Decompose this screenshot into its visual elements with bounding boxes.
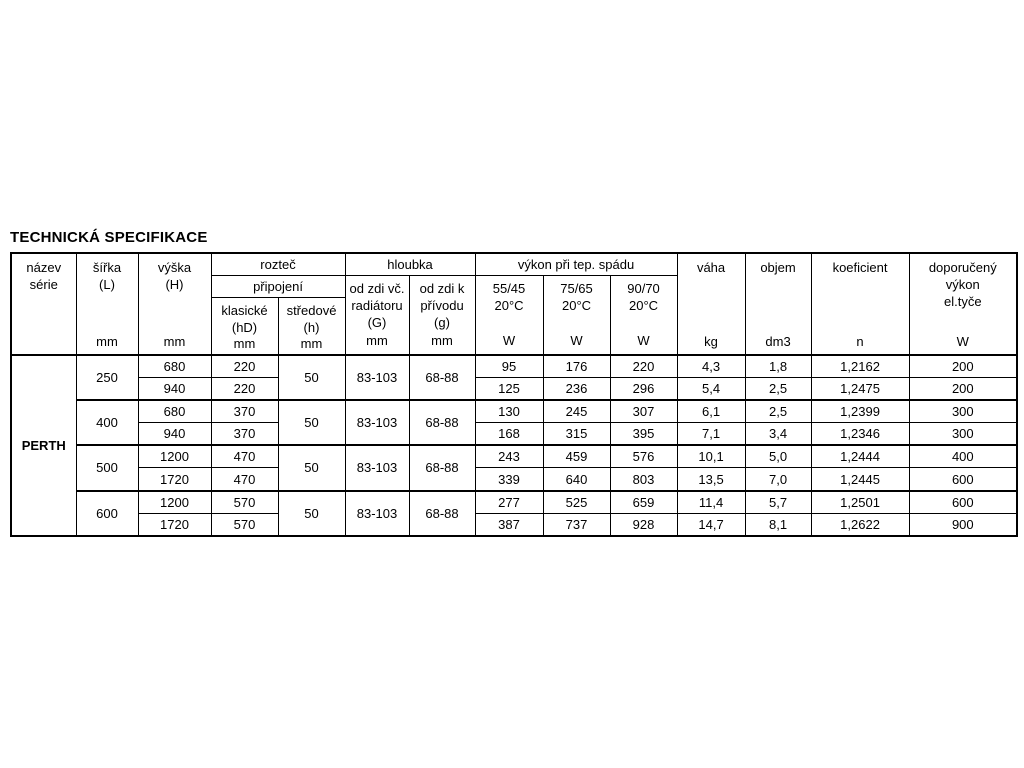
cell-w7565: 315: [543, 423, 610, 446]
cell-vyska: 1200: [138, 491, 211, 514]
header-klasicke-symbol: (hD): [231, 320, 258, 336]
cell-dop-vykon: 300: [909, 423, 1017, 446]
cell-koeficient: 1,2501: [811, 491, 909, 514]
header-od-zdi-vc-unit: mm: [366, 333, 388, 349]
cell-vaha: 11,4: [677, 491, 745, 514]
page-title: TECHNICKÁ SPECIFIKACE: [10, 229, 208, 246]
cell-stredove: 50: [278, 491, 345, 536]
cell-dop-vykon: 200: [909, 355, 1017, 378]
header-stredove-label: středové: [286, 303, 337, 319]
header-vaha: [677, 253, 745, 355]
header-nazev-line1: název: [26, 259, 62, 275]
header-vaha-unit: kg: [704, 333, 718, 349]
cell-objem: 3,4: [745, 423, 811, 446]
cell-vaha: 6,1: [677, 400, 745, 423]
header-koeficient-unit: n: [856, 333, 864, 349]
header-temp-5545-temp: 20°C: [494, 298, 524, 314]
header-klasicke-label: klasické: [221, 303, 268, 319]
cell-od-zdi-k: 68-88: [409, 355, 475, 400]
header-od-zdi-vc-line2: radiátoru: [351, 298, 403, 314]
header-od-zdi-k-line2: přívodu: [420, 298, 464, 314]
header-temp-9070-temp: 20°C: [629, 298, 659, 314]
cell-vyska: 680: [138, 355, 211, 378]
cell-koeficient: 1,2622: [811, 513, 909, 536]
cell-vaha: 7,1: [677, 423, 745, 446]
cell-vyska: 680: [138, 400, 211, 423]
cell-w5545: 95: [475, 355, 543, 378]
header-temp-5545: [475, 275, 543, 355]
cell-objem: 1,8: [745, 355, 811, 378]
cell-objem: 7,0: [745, 468, 811, 491]
header-vyska-unit: mm: [163, 333, 186, 349]
cell-w9070: 395: [610, 423, 677, 446]
cell-stredove: 50: [278, 400, 345, 445]
cell-dop-vykon: 300: [909, 400, 1017, 423]
cell-od-zdi-k: 68-88: [409, 445, 475, 490]
header-hloubka-group: hloubka: [345, 253, 475, 275]
header-koeficient-label: koeficient: [832, 259, 888, 275]
header-nazev-serie: [11, 253, 76, 355]
cell-klasicke: 570: [211, 513, 278, 536]
header-stredove-symbol: (h): [303, 320, 320, 336]
header-doporuceny-line1: doporučený: [928, 259, 997, 275]
header-roztec-subgroup: připojení: [211, 275, 345, 297]
cell-od-zdi-k: 68-88: [409, 400, 475, 445]
cell-od-zdi-k: 68-88: [409, 491, 475, 536]
header-roztec-group: rozteč: [211, 253, 345, 275]
cell-vyska: 1720: [138, 513, 211, 536]
cell-w7565: 640: [543, 468, 610, 491]
header-temp-5545-label: 55/45: [492, 281, 526, 297]
header-od-zdi-k-line1: od zdi k: [419, 281, 465, 297]
cell-w9070: 803: [610, 468, 677, 491]
cell-koeficient: 1,2445: [811, 468, 909, 491]
cell-w7565: 525: [543, 491, 610, 514]
cell-w5545: 125: [475, 378, 543, 401]
header-doporuceny: [909, 253, 1017, 355]
cell-series-name: PERTH: [11, 355, 76, 536]
cell-vyska: 940: [138, 423, 211, 446]
header-vyska-label: výška: [157, 259, 192, 275]
cell-w9070: 659: [610, 491, 677, 514]
cell-stredove: 50: [278, 445, 345, 490]
header-vyska-symbol: (H): [165, 276, 184, 292]
header-od-zdi-k: [409, 275, 475, 355]
cell-w5545: 339: [475, 468, 543, 491]
cell-w5545: 130: [475, 400, 543, 423]
cell-objem: 2,5: [745, 400, 811, 423]
cell-dop-vykon: 900: [909, 513, 1017, 536]
cell-klasicke: 370: [211, 423, 278, 446]
cell-klasicke: 220: [211, 355, 278, 378]
header-vykon-group: výkon při tep. spádu: [475, 253, 677, 275]
header-klasicke-unit: mm: [233, 336, 256, 352]
cell-vyska: 1200: [138, 445, 211, 468]
cell-od-zdi-vc: 83-103: [345, 355, 409, 400]
header-vaha-label: váha: [696, 259, 726, 275]
header-doporuceny-line3: el.tyče: [944, 293, 982, 309]
cell-w7565: 459: [543, 445, 610, 468]
cell-w7565: 236: [543, 378, 610, 401]
cell-sirka: 600: [76, 491, 138, 536]
cell-vaha: 4,3: [677, 355, 745, 378]
cell-od-zdi-vc: 83-103: [345, 445, 409, 490]
header-temp-9070: [610, 275, 677, 355]
header-temp-7565-temp: 20°C: [561, 298, 592, 314]
header-od-zdi-vc: [345, 275, 409, 355]
cell-od-zdi-vc: 83-103: [345, 491, 409, 536]
header-doporuceny-line2: výkon: [945, 276, 980, 292]
header-stredove: [278, 297, 345, 355]
header-objem-unit: dm3: [765, 333, 791, 349]
cell-klasicke: 570: [211, 491, 278, 514]
cell-w7565: 737: [543, 513, 610, 536]
cell-koeficient: 1,2475: [811, 378, 909, 401]
technical-spec-table: [10, 252, 1018, 537]
cell-klasicke: 370: [211, 400, 278, 423]
cell-od-zdi-vc: 83-103: [345, 400, 409, 445]
document-content: [10, 229, 1016, 537]
cell-vaha: 5,4: [677, 378, 745, 401]
cell-klasicke: 470: [211, 468, 278, 491]
header-klasicke: [211, 297, 278, 355]
header-sirka-unit: mm: [96, 333, 118, 349]
cell-w9070: 928: [610, 513, 677, 536]
header-temp-5545-unit: W: [502, 333, 516, 349]
header-objem-label: objem: [760, 259, 796, 275]
header-temp-9070-label: 90/70: [627, 281, 660, 297]
cell-w5545: 277: [475, 491, 543, 514]
header-doporuceny-unit: W: [956, 333, 969, 349]
cell-dop-vykon: 200: [909, 378, 1017, 401]
header-od-zdi-vc-line1: od zdi vč.: [349, 281, 405, 297]
header-koeficient: [811, 253, 909, 355]
cell-vyska: 940: [138, 378, 211, 401]
cell-w5545: 387: [475, 513, 543, 536]
cell-w9070: 220: [610, 355, 677, 378]
cell-klasicke: 220: [211, 378, 278, 401]
cell-w7565: 176: [543, 355, 610, 378]
cell-dop-vykon: 600: [909, 491, 1017, 514]
header-temp-7565-unit: W: [570, 333, 583, 349]
cell-objem: 5,0: [745, 445, 811, 468]
header-objem: [745, 253, 811, 355]
cell-koeficient: 1,2399: [811, 400, 909, 423]
cell-sirka: 500: [76, 445, 138, 490]
cell-w7565: 245: [543, 400, 610, 423]
cell-w5545: 243: [475, 445, 543, 468]
header-od-zdi-vc-symbol: (G): [367, 315, 387, 331]
cell-klasicke: 470: [211, 445, 278, 468]
header-sirka-label: šířka: [92, 259, 122, 275]
cell-koeficient: 1,2162: [811, 355, 909, 378]
cell-vaha: 10,1: [677, 445, 745, 468]
cell-objem: 8,1: [745, 513, 811, 536]
cell-vyska: 1720: [138, 468, 211, 491]
header-temp-9070-unit: W: [637, 333, 650, 349]
cell-w9070: 296: [610, 378, 677, 401]
header-sirka-symbol: (L): [99, 276, 115, 292]
header-temp-7565-label: 75/65: [560, 281, 593, 297]
cell-koeficient: 1,2346: [811, 423, 909, 446]
cell-w9070: 307: [610, 400, 677, 423]
cell-vaha: 14,7: [677, 513, 745, 536]
cell-dop-vykon: 600: [909, 468, 1017, 491]
header-temp-7565: [543, 275, 610, 355]
cell-stredove: 50: [278, 355, 345, 400]
cell-objem: 2,5: [745, 378, 811, 401]
cell-w5545: 168: [475, 423, 543, 446]
header-sirka: [76, 253, 138, 355]
cell-sirka: 400: [76, 400, 138, 445]
header-stredove-unit: mm: [300, 336, 323, 352]
header-od-zdi-k-symbol: (g): [434, 315, 450, 331]
cell-sirka: 250: [76, 355, 138, 400]
cell-dop-vykon: 400: [909, 445, 1017, 468]
header-nazev-line2: série: [29, 276, 58, 292]
cell-w9070: 576: [610, 445, 677, 468]
cell-objem: 5,7: [745, 491, 811, 514]
header-vyska: [138, 253, 211, 355]
cell-koeficient: 1,2444: [811, 445, 909, 468]
header-od-zdi-k-unit: mm: [431, 333, 453, 349]
cell-vaha: 13,5: [677, 468, 745, 491]
